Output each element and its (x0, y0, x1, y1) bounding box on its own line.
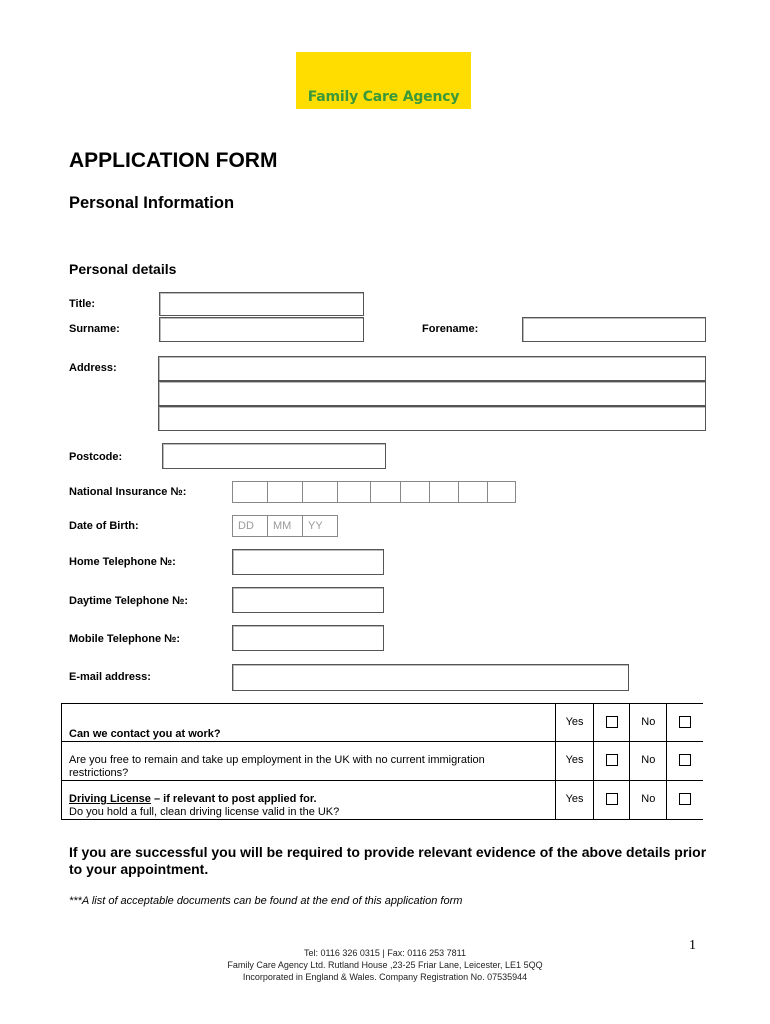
evidence-notice: If you are successful you will be required to provide relevant evidence of the above details prior to your appointment. (69, 844, 707, 877)
driving-license-title: Driving License (69, 793, 151, 805)
immigration-yes-checkbox[interactable] (606, 754, 618, 766)
forename-label: Forename: (422, 323, 479, 335)
address-line-2-input[interactable] (158, 381, 706, 406)
home-tel-input[interactable] (232, 549, 384, 575)
ni-box-5[interactable] (371, 481, 401, 503)
yes-label: Yes (565, 793, 584, 805)
ni-box-8[interactable] (459, 481, 488, 503)
page-number: 1 (689, 938, 696, 953)
documents-note: ***A list of acceptable documents can be found at the end of this application form (69, 895, 463, 907)
postcode-label: Postcode: (69, 451, 123, 463)
contact-work-yes-checkbox[interactable] (606, 716, 618, 728)
no-label: No (641, 754, 656, 766)
dob-label: Date of Birth: (69, 520, 139, 532)
surname-input[interactable] (159, 317, 364, 342)
dob-month-input[interactable]: MM (268, 515, 303, 537)
footer-contact: Tel: 0116 326 0315 | Fax: 0116 253 7811 (304, 948, 466, 958)
ni-box-7[interactable] (430, 481, 459, 503)
ni-number-boxes (232, 481, 516, 503)
footer-registration: Incorporated in England & Wales. Company Registration No. 07535944 (242, 972, 528, 982)
ni-box-9[interactable] (488, 481, 516, 503)
home-tel-label: Home Telephone №: (69, 556, 176, 568)
ni-box-2[interactable] (268, 481, 303, 503)
dob-year-input[interactable]: YY (303, 515, 338, 537)
questions-table (61, 703, 703, 820)
postcode-input[interactable] (162, 443, 386, 469)
mobile-tel-label: Mobile Telephone №: (69, 633, 181, 645)
company-logo (296, 52, 471, 109)
dob-boxes (232, 515, 338, 537)
no-label: No (641, 716, 656, 728)
ni-box-1[interactable] (232, 481, 268, 503)
question-driving-license: Do you hold a full, clean driving license valid in the UK? (69, 806, 340, 818)
subsection-heading: Personal details (69, 261, 177, 277)
address-line-1-input[interactable] (158, 356, 706, 381)
surname-label: Surname: (69, 323, 120, 335)
daytime-tel-label: Daytime Telephone №: (69, 595, 189, 607)
email-label: E-mail address: (69, 671, 151, 683)
contact-work-no-checkbox[interactable] (679, 716, 691, 728)
forename-input[interactable] (522, 317, 706, 342)
question-row-contact-work (62, 704, 704, 742)
dob-day-input[interactable]: DD (232, 515, 268, 537)
logo-text: Family Care Agency (307, 89, 460, 105)
yes-label: Yes (565, 716, 584, 728)
question-contact-work: Can we contact you at work? (69, 728, 221, 740)
title-label: Title: (69, 298, 96, 310)
section-heading: Personal Information (69, 194, 235, 212)
mobile-tel-input[interactable] (232, 625, 384, 651)
yes-label: Yes (565, 754, 584, 766)
no-label: No (641, 793, 656, 805)
address-label: Address: (69, 362, 117, 374)
ni-box-4[interactable] (338, 481, 371, 503)
title-input[interactable] (159, 292, 364, 316)
question-row-immigration (62, 742, 704, 781)
question-immigration: Are you free to remain and take up employment in the UK with no current immigration restrictions? (69, 754, 485, 779)
daytime-tel-input[interactable] (232, 587, 384, 613)
driving-license-yes-checkbox[interactable] (606, 793, 618, 805)
immigration-no-checkbox[interactable] (679, 754, 691, 766)
question-row-driving-license (62, 781, 704, 820)
footer-address: Family Care Agency Ltd. Rutland House ,23-25 Friar Lane, Leicester, LE1 5QQ (227, 960, 543, 970)
ni-box-6[interactable] (401, 481, 430, 503)
driving-license-no-checkbox[interactable] (679, 793, 691, 805)
ni-label: National Insurance №: (69, 486, 187, 498)
ni-box-3[interactable] (303, 481, 338, 503)
email-input[interactable] (232, 664, 629, 691)
driving-license-qualifier: – if relevant to post applied for. (150, 793, 317, 805)
page-title: APPLICATION FORM (69, 149, 278, 172)
address-line-3-input[interactable] (158, 406, 706, 431)
